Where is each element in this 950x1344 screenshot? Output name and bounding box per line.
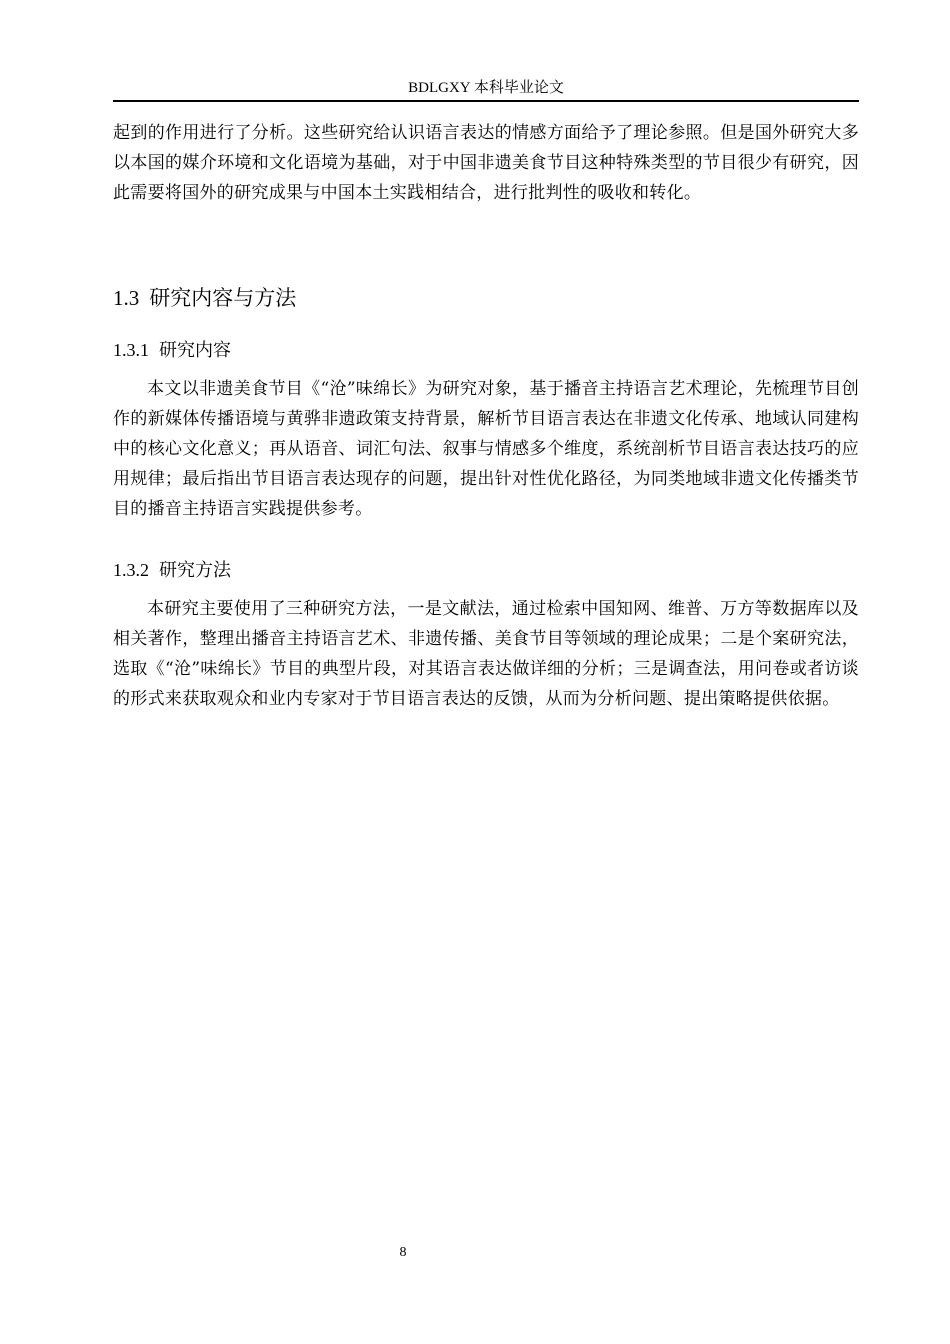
section-heading xyxy=(113,283,296,313)
subsection-heading-content xyxy=(113,336,231,365)
intro-paragraph: 起到的作用进行了分析。这些研究给认识语言表达的情感方面给予了理论参照。但是国外研究大多以本国的媒介环境和文化语境为基础，对于中国非遗美食节目这种特殊类型的节目很少有研究，因此需要将国外的研究成果与中国本土实践相结合，进行批判性的吸收和转化。 xyxy=(113,123,859,203)
page-header-title: BDLGXY 本科毕业论文 xyxy=(408,80,564,96)
section-number: 1.3 xyxy=(113,286,140,310)
subsection-number-method: 1.3.2 xyxy=(113,560,149,580)
page-number: 8 xyxy=(399,1245,407,1260)
subsection-title-content: 研究内容 xyxy=(159,340,231,361)
research-method-paragraph: 本研究主要使用了三种研究方法，一是文献法，通过检索中国知网、维普、万方等数据库以及相关著作，整理出播音主持语言艺术、非遗传播、美食节目等领域的理论成果；二是个案研究法，选取《“沧”味绵长》节目的典型片段，对其语言表达做详细的分析；三是调查法，用问卷或者访谈的形式来获取观众和业内专家对于节目语言表达的反馈，从而为分析问题、提出策略提供依据。 xyxy=(113,599,859,709)
section-title: 研究内容与方法 xyxy=(149,286,297,310)
header-divider xyxy=(113,100,859,102)
subsection-title-method: 研究方法 xyxy=(159,560,231,581)
research-content-paragraph: 本文以非遗美食节目《“沧”味绵长》为研究对象，基于播音主持语言艺术理论，先梳理节目创作的新媒体传播语境与黄骅非遗政策支持背景，解析节目语言表达在非遗文化传承、地域认同建构中的核心文化意义；再从语音、词汇句法、叙事与情感多个维度，系统剖析节目语言表达技巧的应用规律；最后指出节目语言表达现存的问题，提出针对性优化路径，为同类地域非遗文化传播类节目的播音主持语言实践提供参考。 xyxy=(113,379,859,519)
subsection-heading-method xyxy=(113,556,231,585)
subsection-number-content: 1.3.1 xyxy=(113,340,149,360)
